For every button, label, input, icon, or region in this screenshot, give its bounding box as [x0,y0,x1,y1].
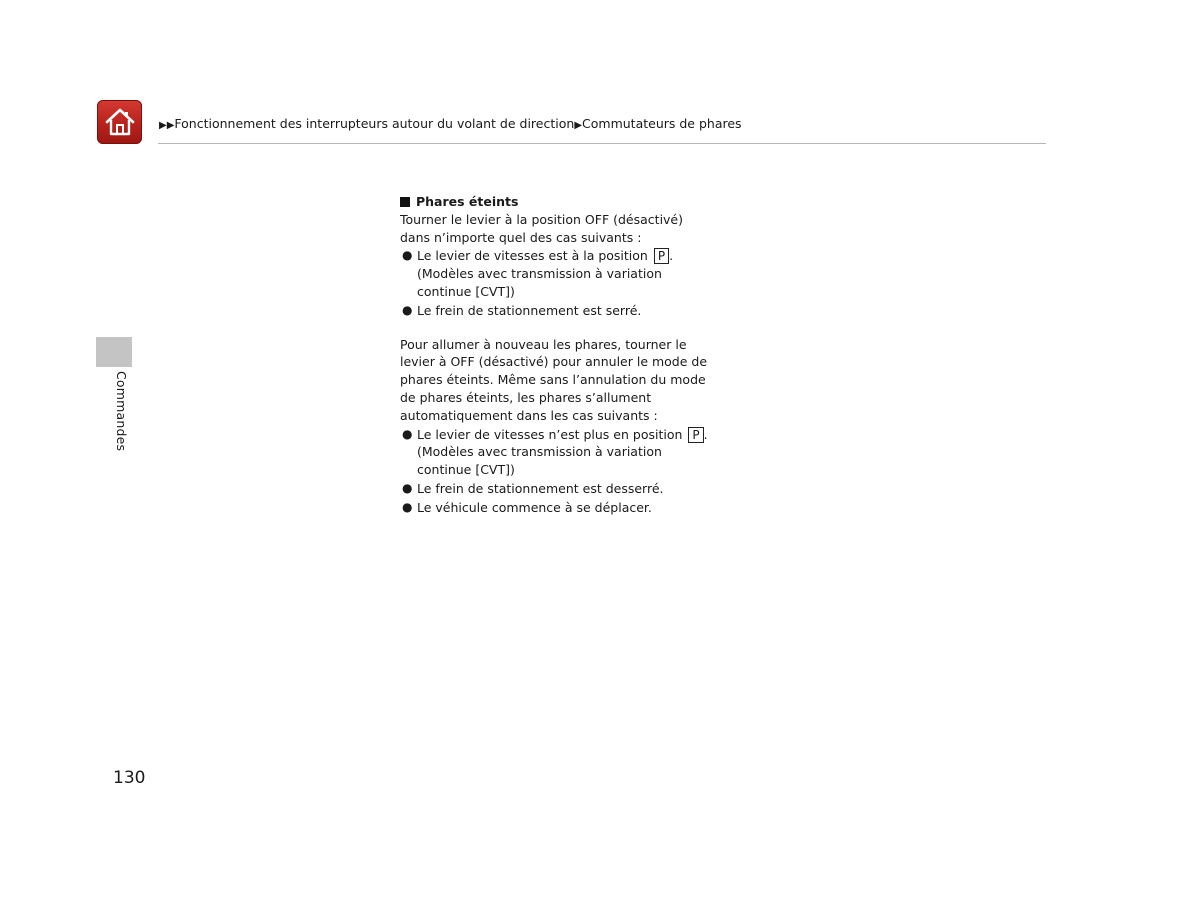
list-item [400,302,710,320]
park-position-badge: P [654,248,669,264]
list-item-note: (Modèles avec transmission à variation continue [CVT]) [417,266,662,299]
breadcrumb-link-1[interactable]: Fonctionnement des interrupteurs autour du volant de direction [174,116,575,131]
list-item-text: Le véhicule commence à se déplacer. [417,499,652,515]
section-label: Commandes [114,371,129,452]
page-number: 130 [113,768,146,788]
bullet-icon: ● [402,302,413,317]
list-item [400,499,710,517]
header-divider [158,143,1046,144]
section-heading [400,193,710,211]
main-content [400,193,710,517]
section-title: Phares éteints [416,194,519,209]
list-item-text: Le frein de stationnement est serré. [417,302,642,318]
list-item-suffix: . [703,426,708,442]
bullet-icon: ● [402,248,413,263]
park-position-badge: P [688,427,703,443]
conditions-list-on [400,426,710,517]
list-item [400,247,710,300]
list-item-suffix: . [669,248,674,264]
home-button[interactable] [97,100,142,144]
breadcrumb [159,116,742,131]
list-item-text: Le frein de stationnement est desserré. [417,480,664,496]
breadcrumb-arrow-icon: ▶ [574,120,583,131]
intro-text: Tourner le levier à la position OFF (désactivé) dans n’importe quel des cas suivants : [400,211,684,245]
breadcrumb-link-2[interactable]: Commutateurs de phares [582,116,742,131]
breadcrumb-arrow-icon: ▶▶ [159,120,175,131]
list-item-text: Le levier de vitesses n’est plus en position [417,426,683,442]
list-item [400,480,710,498]
list-item-text: Le levier de vitesses est à la position [417,248,648,264]
bullet-icon: ● [402,480,413,495]
list-item [400,426,710,479]
list-item-note: (Modèles avec transmission à variation continue [CVT]) [417,444,662,478]
square-bullet-icon [400,197,410,207]
home-icon [104,107,136,137]
section-tab[interactable] [96,337,132,367]
bullet-icon: ● [402,426,413,441]
bullet-icon: ● [402,499,413,514]
conditions-list-off [400,247,710,319]
reactivation-text: Pour allumer à nouveau les phares, tourner le levier à OFF (désactivé) pour annuler le mode de phares éteints. Même sans l’annulation du mode de phares éteints, les phares s’allument automatiquement dans les cas suivants : [400,336,708,423]
